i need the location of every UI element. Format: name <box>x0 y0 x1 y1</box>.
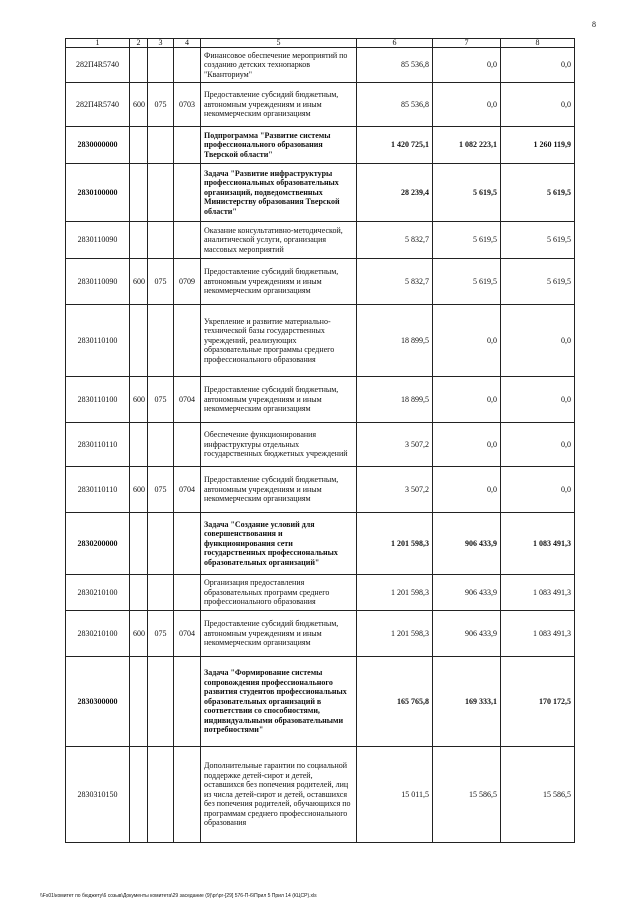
table-row <box>66 747 575 843</box>
amount-col7-cell: 5 619,5 <box>433 259 501 305</box>
amount-col6-cell: 85 536,8 <box>357 48 433 83</box>
amount-col7-cell: 0,0 <box>433 467 501 513</box>
table-row <box>66 657 575 747</box>
section-cell <box>174 127 201 164</box>
amount-col7-cell: 169 333,1 <box>433 657 501 747</box>
amount-col7-cell: 0,0 <box>433 48 501 83</box>
amount-col8-cell: 5 619,5 <box>501 164 575 222</box>
amount-col7-cell: 15 586,5 <box>433 747 501 843</box>
ved-cell <box>148 305 174 377</box>
amount-col6-cell: 5 832,7 <box>357 222 433 259</box>
ved-cell <box>148 48 174 83</box>
ved-cell <box>148 747 174 843</box>
kvr-cell: 600 <box>130 83 148 127</box>
table-row <box>66 83 575 127</box>
header-row <box>66 39 575 48</box>
amount-col7-cell: 906 433,9 <box>433 611 501 657</box>
amount-col6-cell: 1 420 725,1 <box>357 127 433 164</box>
table-row <box>66 575 575 611</box>
code-cell: 2830200000 <box>66 513 130 575</box>
amount-col8-cell: 0,0 <box>501 423 575 467</box>
description-cell: Задача "Создание условий для совершенствования и функционирования сети государственных профессиональных образовательных организаций" <box>201 513 357 575</box>
description-cell: Оказание консультативно-методической, аналитической услуги, организация массовых мероприятий <box>201 222 357 259</box>
header-cell: 6 <box>357 39 433 48</box>
ved-cell: 075 <box>148 259 174 305</box>
table-row <box>66 48 575 83</box>
kvr-cell: 600 <box>130 259 148 305</box>
kvr-cell <box>130 222 148 259</box>
kvr-cell <box>130 423 148 467</box>
table-row <box>66 467 575 513</box>
table-row <box>66 127 575 164</box>
ved-cell <box>148 127 174 164</box>
code-cell: 2830000000 <box>66 127 130 164</box>
kvr-cell: 600 <box>130 377 148 423</box>
code-cell: 2830110090 <box>66 222 130 259</box>
section-cell <box>174 747 201 843</box>
budget-table <box>65 38 575 843</box>
table-row <box>66 305 575 377</box>
code-cell: 2830210100 <box>66 611 130 657</box>
amount-col8-cell: 0,0 <box>501 377 575 423</box>
kvr-cell: 600 <box>130 611 148 657</box>
header-cell: 7 <box>433 39 501 48</box>
section-cell: 0704 <box>174 377 201 423</box>
section-cell <box>174 575 201 611</box>
amount-col7-cell: 906 433,9 <box>433 575 501 611</box>
table-row <box>66 423 575 467</box>
amount-col8-cell: 1 083 491,3 <box>501 611 575 657</box>
amount-col7-cell: 0,0 <box>433 305 501 377</box>
amount-col8-cell: 0,0 <box>501 467 575 513</box>
description-cell: Укрепление и развитие материально-технической базы государственных учреждений, реализующих образовательные программы среднего профессионального образования <box>201 305 357 377</box>
code-cell: 2830110100 <box>66 305 130 377</box>
description-cell: Обеспечение функционирования инфраструктуры отдельных государственных бюджетных учреждений <box>201 423 357 467</box>
page-number: 8 <box>592 20 596 29</box>
amount-col6-cell: 165 765,8 <box>357 657 433 747</box>
section-cell: 0704 <box>174 467 201 513</box>
ved-cell: 075 <box>148 377 174 423</box>
ved-cell <box>148 513 174 575</box>
description-cell: Предоставление субсидий бюджетным, автономным учреждениям и иным некоммерческим организациям <box>201 377 357 423</box>
description-cell: Предоставление субсидий бюджетным, автономным учреждениям и иным некоммерческим организациям <box>201 611 357 657</box>
table-row <box>66 222 575 259</box>
kvr-cell <box>130 513 148 575</box>
kvr-cell: 600 <box>130 467 148 513</box>
section-cell: 0704 <box>174 611 201 657</box>
code-cell: 282П4R5740 <box>66 48 130 83</box>
amount-col6-cell: 1 201 598,3 <box>357 611 433 657</box>
description-cell: Предоставление субсидий бюджетным, автономным учреждениям и иным некоммерческим организациям <box>201 467 357 513</box>
kvr-cell <box>130 657 148 747</box>
header-cell: 5 <box>201 39 357 48</box>
section-cell <box>174 423 201 467</box>
section-cell <box>174 305 201 377</box>
amount-col6-cell: 3 507,2 <box>357 423 433 467</box>
amount-col8-cell: 1 083 491,3 <box>501 575 575 611</box>
amount-col7-cell: 5 619,5 <box>433 164 501 222</box>
ved-cell <box>148 222 174 259</box>
amount-col7-cell: 0,0 <box>433 83 501 127</box>
section-cell <box>174 222 201 259</box>
amount-col6-cell: 28 239,4 <box>357 164 433 222</box>
amount-col7-cell: 5 619,5 <box>433 222 501 259</box>
table-row <box>66 611 575 657</box>
table-row <box>66 513 575 575</box>
description-cell: Подпрограмма "Развитие системы профессионального образования Тверской области" <box>201 127 357 164</box>
section-cell: 0709 <box>174 259 201 305</box>
ved-cell: 075 <box>148 467 174 513</box>
amount-col8-cell: 170 172,5 <box>501 657 575 747</box>
description-cell: Предоставление субсидий бюджетным, автономным учреждениям и иным некоммерческим организациям <box>201 83 357 127</box>
file-path-footer: \\Fs01\комитет по бюджету\6 созыв\Документы комитета\29 заседание (9)\рг\рг-[29] 576-П-6\Прил 5 Прил 14 (КЦСР).xls <box>40 893 317 899</box>
table-row <box>66 377 575 423</box>
kvr-cell <box>130 164 148 222</box>
ved-cell: 075 <box>148 611 174 657</box>
section-cell <box>174 48 201 83</box>
table-body <box>66 39 575 843</box>
header-cell: 2 <box>130 39 148 48</box>
description-cell: Задача "Развитие инфраструктуры профессиональных образовательных организаций, подведомственных Министерству образования Тверской области" <box>201 164 357 222</box>
amount-col6-cell: 1 201 598,3 <box>357 513 433 575</box>
kvr-cell <box>130 305 148 377</box>
ved-cell <box>148 575 174 611</box>
section-cell <box>174 164 201 222</box>
amount-col6-cell: 3 507,2 <box>357 467 433 513</box>
code-cell: 2830310150 <box>66 747 130 843</box>
section-cell <box>174 657 201 747</box>
table-row <box>66 259 575 305</box>
amount-col6-cell: 85 536,8 <box>357 83 433 127</box>
code-cell: 2830110090 <box>66 259 130 305</box>
code-cell: 282П4R5740 <box>66 83 130 127</box>
header-cell: 3 <box>148 39 174 48</box>
ved-cell <box>148 657 174 747</box>
amount-col8-cell: 15 586,5 <box>501 747 575 843</box>
ved-cell: 075 <box>148 83 174 127</box>
section-cell <box>174 513 201 575</box>
amount-col6-cell: 18 899,5 <box>357 377 433 423</box>
description-cell: Финансовое обеспечение мероприятий по созданию детских технопарков "Кванториум" <box>201 48 357 83</box>
amount-col6-cell: 1 201 598,3 <box>357 575 433 611</box>
header-cell: 4 <box>174 39 201 48</box>
amount-col8-cell: 5 619,5 <box>501 259 575 305</box>
amount-col8-cell: 0,0 <box>501 305 575 377</box>
code-cell: 2830110100 <box>66 377 130 423</box>
amount-col7-cell: 0,0 <box>433 377 501 423</box>
amount-col7-cell: 1 082 223,1 <box>433 127 501 164</box>
kvr-cell <box>130 747 148 843</box>
ved-cell <box>148 164 174 222</box>
amount-col7-cell: 0,0 <box>433 423 501 467</box>
section-cell: 0703 <box>174 83 201 127</box>
description-cell: Организация предоставления образовательных программ среднего профессионального образования <box>201 575 357 611</box>
amount-col6-cell: 15 011,5 <box>357 747 433 843</box>
header-cell: 8 <box>501 39 575 48</box>
kvr-cell <box>130 48 148 83</box>
code-cell: 2830210100 <box>66 575 130 611</box>
amount-col8-cell: 0,0 <box>501 48 575 83</box>
header-cell: 1 <box>66 39 130 48</box>
description-cell: Задача "Формирование системы сопровождения профессионального развития студентов профессиональных образовательных организаций в соответствии со способностями, индивидуальными образовательными потребностями" <box>201 657 357 747</box>
table-row <box>66 164 575 222</box>
amount-col7-cell: 906 433,9 <box>433 513 501 575</box>
amount-col6-cell: 18 899,5 <box>357 305 433 377</box>
ved-cell <box>148 423 174 467</box>
description-cell: Дополнительные гарантии по социальной поддержке детей-сирот и детей, оставшихся без попечения родителей, лиц из числа детей-сирот и детей, оставшихся без попечения родителей, обучающихся по программам среднего профессионального образования <box>201 747 357 843</box>
kvr-cell <box>130 127 148 164</box>
amount-col8-cell: 5 619,5 <box>501 222 575 259</box>
amount-col8-cell: 1 083 491,3 <box>501 513 575 575</box>
code-cell: 2830110110 <box>66 423 130 467</box>
code-cell: 2830110110 <box>66 467 130 513</box>
amount-col8-cell: 0,0 <box>501 83 575 127</box>
description-cell: Предоставление субсидий бюджетным, автономным учреждениям и иным некоммерческим организациям <box>201 259 357 305</box>
amount-col8-cell: 1 260 119,9 <box>501 127 575 164</box>
amount-col6-cell: 5 832,7 <box>357 259 433 305</box>
kvr-cell <box>130 575 148 611</box>
code-cell: 2830300000 <box>66 657 130 747</box>
code-cell: 2830100000 <box>66 164 130 222</box>
